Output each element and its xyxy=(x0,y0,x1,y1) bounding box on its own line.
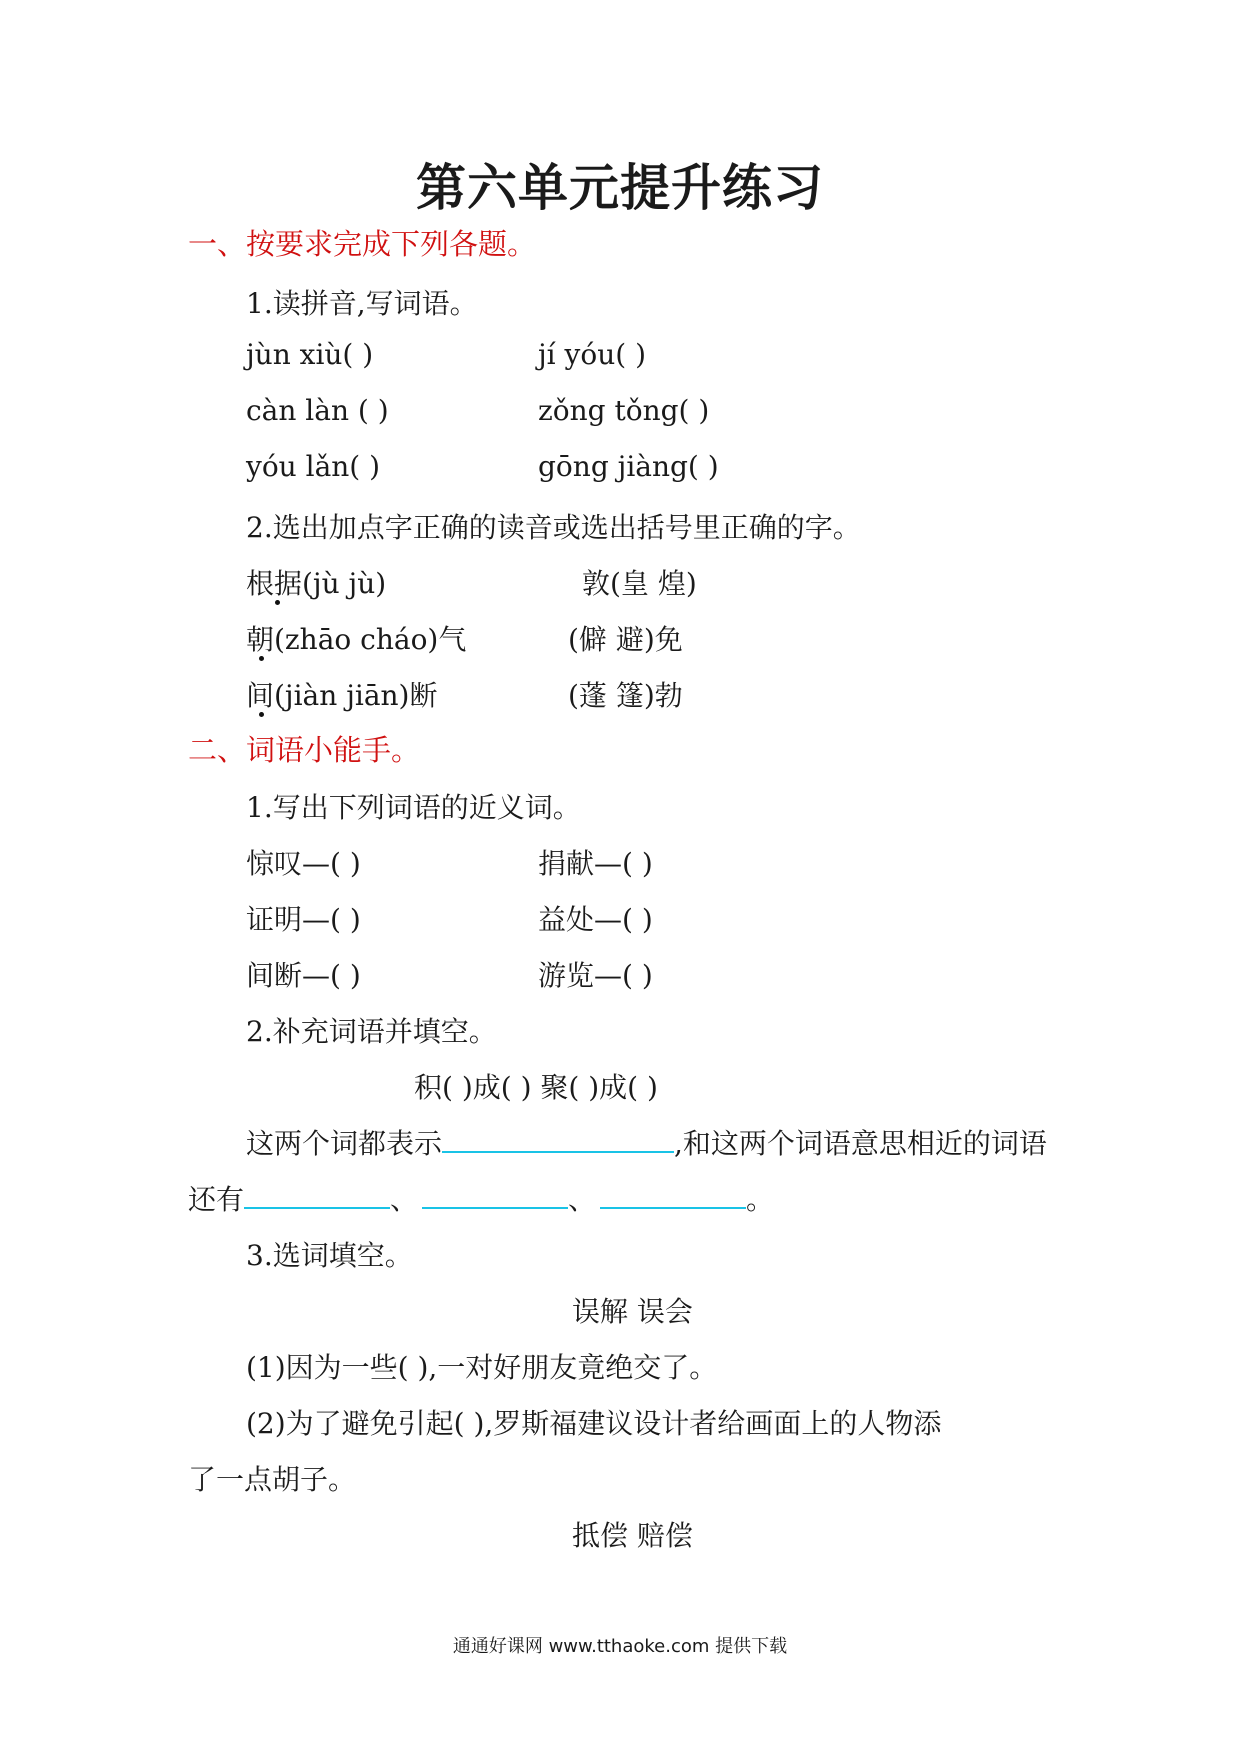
answer-blank[interactable] xyxy=(422,1179,568,1209)
choice-item: (蓬 篷)勃 xyxy=(568,679,683,712)
sentence-part: ,和这两个词语意思相近的词语 xyxy=(674,1127,1047,1160)
page-title: 第六单元提升练习 xyxy=(416,158,824,217)
answer-blank[interactable] xyxy=(244,1179,390,1209)
emphasis-dot xyxy=(259,656,264,661)
idiom-fill-words: 积( )成( ) 聚( )成( ) xyxy=(414,1071,658,1104)
pinyin-item: jí yóu( ) xyxy=(538,338,646,371)
emphasis-dot xyxy=(275,600,280,605)
footer-source: 通通好课网 www.tthaoke.com 提供下载 xyxy=(452,1636,788,1657)
fill-item: (1)因为一些( ),一对好朋友竟绝交了。 xyxy=(246,1351,718,1384)
pinyin-item: yóu lǎn( ) xyxy=(246,450,381,483)
sentence-end: 。 xyxy=(746,1183,775,1216)
synonym-item: 捐献—( ) xyxy=(538,847,653,880)
sentence-part: 还有 xyxy=(188,1183,245,1216)
synonym-item: 惊叹—( ) xyxy=(246,847,361,880)
answer-blank[interactable] xyxy=(442,1123,674,1153)
s2-q2-label: 2.补充词语并填空。 xyxy=(246,1015,497,1048)
pinyin-item: gōng jiàng( ) xyxy=(538,450,719,483)
word-choices: 抵偿 赔偿 xyxy=(572,1519,693,1552)
fill-sentence-line1 xyxy=(246,1122,1047,1162)
fill-item-continued: 了一点胡子。 xyxy=(188,1463,357,1496)
s1-q2-label: 2.选出加点字正确的读音或选出括号里正确的字。 xyxy=(246,511,861,544)
word-choices: 误解 误会 xyxy=(572,1295,693,1328)
s2-q1-label: 1.写出下列词语的近义词。 xyxy=(246,791,581,824)
synonym-item: 间断—( ) xyxy=(246,959,361,992)
s2-q3-label: 3.选词填空。 xyxy=(246,1239,413,1272)
s1-q1-label: 1.读拼音,写词语。 xyxy=(246,287,478,320)
separator: 、 xyxy=(390,1183,419,1216)
section-2-heading: 二、词语小能手。 xyxy=(188,733,421,767)
emphasis-dot xyxy=(259,712,264,717)
choice-item: 朝(zhāo cháo)气 xyxy=(246,623,467,656)
choice-item: (僻 避)免 xyxy=(568,623,683,656)
choice-item: 间(jiàn jiān)断 xyxy=(246,679,438,712)
pinyin-item: càn làn ( ) xyxy=(246,394,389,427)
fill-sentence-line2 xyxy=(188,1178,774,1218)
choice-item: 敦(皇 煌) xyxy=(582,567,697,600)
pinyin-item: zǒng tǒng( ) xyxy=(538,394,710,427)
section-1-heading: 一、按要求完成下列各题。 xyxy=(188,227,537,261)
separator: 、 xyxy=(568,1183,597,1216)
fill-item: (2)为了避免引起( ),罗斯福建议设计者给画面上的人物添 xyxy=(246,1407,942,1440)
synonym-item: 证明—( ) xyxy=(246,903,361,936)
pinyin-item: jùn xiù( ) xyxy=(246,338,374,371)
choice-item: 根据(jù jù) xyxy=(246,567,387,600)
synonym-item: 益处—( ) xyxy=(538,903,653,936)
sentence-part: 这两个词都表示 xyxy=(246,1127,443,1160)
synonym-item: 游览—( ) xyxy=(538,959,653,992)
answer-blank[interactable] xyxy=(600,1179,746,1209)
